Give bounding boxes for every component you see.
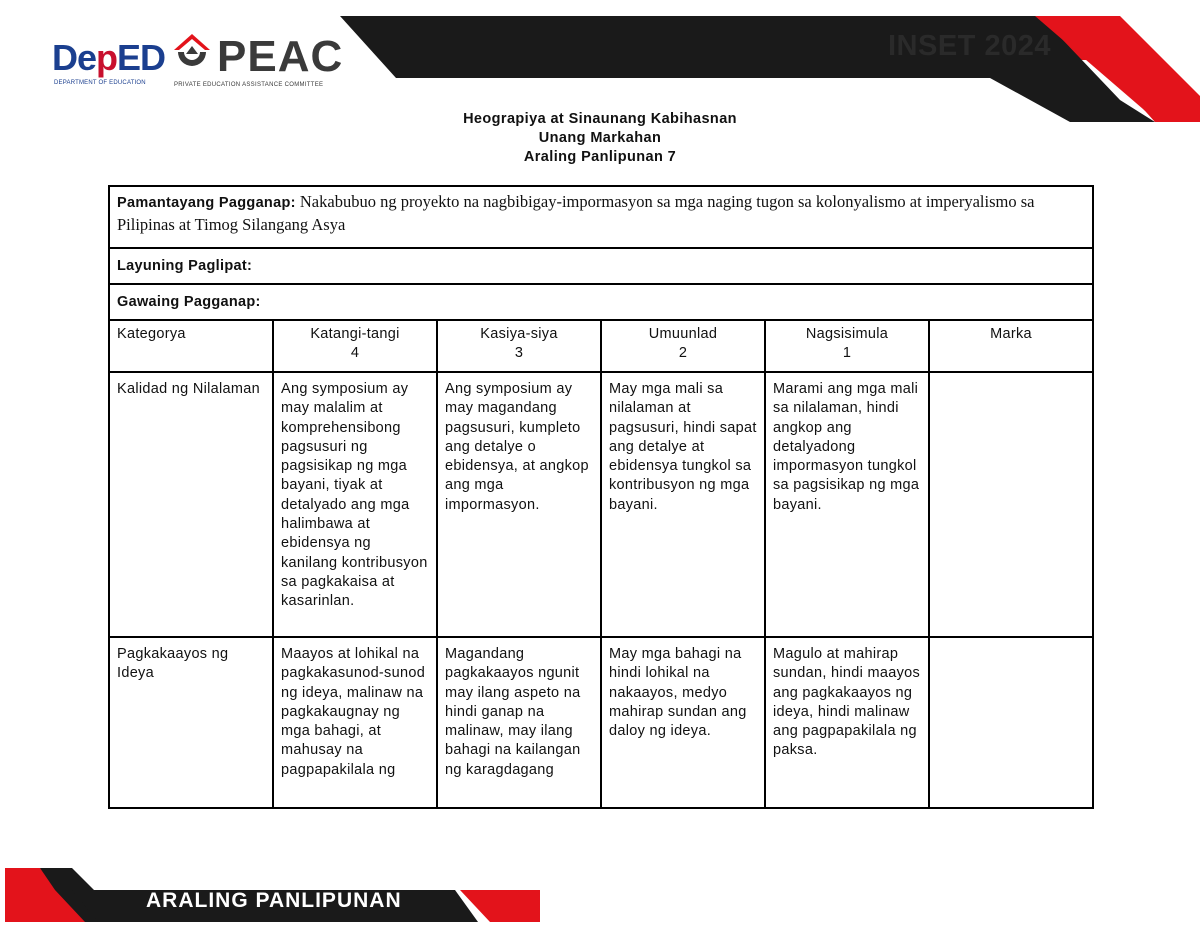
column-header-level-2	[601, 320, 765, 372]
column-header-score: 1	[842, 345, 852, 361]
level-4-cell: Ang symposium ay may malalim at komprehensibong pagsusuri ng pagsisikap ng mga bayani, tiyak at detalyado ang mga halimbawa at ebidensya ng kanilang kontribusyon sa pagkakaisa at kasarinlan.	[273, 372, 437, 637]
category-cell: Pagkakaayos ng Ideya	[109, 637, 273, 808]
deped-logo	[52, 37, 166, 90]
column-header-level-3	[437, 320, 601, 372]
column-header-level-1	[765, 320, 929, 372]
level-3-cell: Magandang pagkakaayos ngunit may ilang aspeto na hindi ganap na malinaw, may ilang bahagi na kailangan ng karagdagang	[437, 637, 601, 808]
level-2-cell: May mga mali sa nilalaman at pagsusuri, hindi sapat ang detalye at ebidensya tungkol sa kontribusyon ng mga bayani.	[601, 372, 765, 637]
standard-row	[109, 186, 1093, 248]
marka-cell[interactable]	[929, 372, 1093, 637]
column-header-marka	[929, 320, 1093, 372]
rubric-table	[108, 185, 1094, 809]
category-cell: Kalidad ng Nilalaman	[109, 372, 273, 637]
column-header-score: 3	[514, 345, 524, 361]
level-1-cell: Marami ang mga mali sa nilalaman, hindi angkop ang detalyadong impormasyon tungkol sa pagsisikap ng mga bayani.	[765, 372, 929, 637]
column-header-score: 4	[350, 345, 360, 361]
column-header-label: Nagsisimula	[805, 326, 889, 342]
column-header-label: Kategorya	[117, 326, 186, 342]
performance-standard-cell	[109, 186, 1093, 248]
table-row	[109, 372, 1093, 637]
peac-tagline: PRIVATE EDUCATION ASSISTANCE COMMITTEE	[174, 82, 324, 88]
column-header-category	[109, 320, 273, 372]
column-header-level-4	[273, 320, 437, 372]
table-header-row	[109, 320, 1093, 372]
table-row	[109, 637, 1093, 808]
marka-cell[interactable]	[929, 637, 1093, 808]
subject-title: ARALING PANLIPUNAN	[146, 889, 402, 912]
level-1-cell: Magulo at mahirap sundan, hindi maayos ang pagkakaayos ng ideya, hindi malinaw ang pagpapakilala ng paksa.	[765, 637, 929, 808]
column-header-label: Kasiya-siya	[480, 326, 558, 342]
document-heading	[0, 110, 1200, 167]
transfer-objective-label: Layuning Paglipat:	[109, 248, 1093, 284]
column-header-label: Umuunlad	[648, 326, 718, 342]
heading-line-1: Heograpiya at Sinaunang Kabihasnan	[463, 111, 737, 127]
column-header-label: Katangi-tangi	[310, 326, 400, 342]
objective-row	[109, 248, 1093, 284]
deped-tagline: DEPARTMENT OF EDUCATION	[54, 80, 146, 86]
task-row	[109, 284, 1093, 320]
level-2-cell: May mga bahagi na hindi lohikal na nakaayos, medyo mahirap sundan ang daloy ng ideya.	[601, 637, 765, 808]
event-title: INSET 2024	[888, 30, 1051, 62]
deped-wordmark: DepED	[52, 37, 166, 78]
heading-line-2: Unang Markahan	[538, 130, 662, 146]
level-3-cell: Ang symposium ay may magandang pagsusuri, kumpleto ang detalye o ebidensya, at angkop ang mga impormasyon.	[437, 372, 601, 637]
performance-standard-label: Pamantayang Pagganap:	[117, 195, 296, 211]
peac-wordmark: PEAC	[217, 32, 344, 81]
level-4-cell: Maayos at lohikal na pagkakasunod-sunod ng ideya, malinaw na pagkakaugnay ng mga bahagi, at mahusay na pagpapakilala ng	[273, 637, 437, 808]
performance-task-label: Gawaing Pagganap:	[109, 284, 1093, 320]
heading-line-3: Araling Panlipunan 7	[523, 149, 677, 165]
column-header-score: 2	[678, 345, 688, 361]
performance-standard-text: Nakabubuo ng proyekto na nagbibigay-impormasyon sa mga naging tugon sa kolonyalismo at imperyalismo sa Pilipinas at Timog Silangang Asya	[117, 192, 1035, 234]
column-header-label: Marka	[990, 326, 1032, 342]
peac-emblem-icon	[172, 32, 212, 72]
peac-logo	[172, 32, 352, 94]
